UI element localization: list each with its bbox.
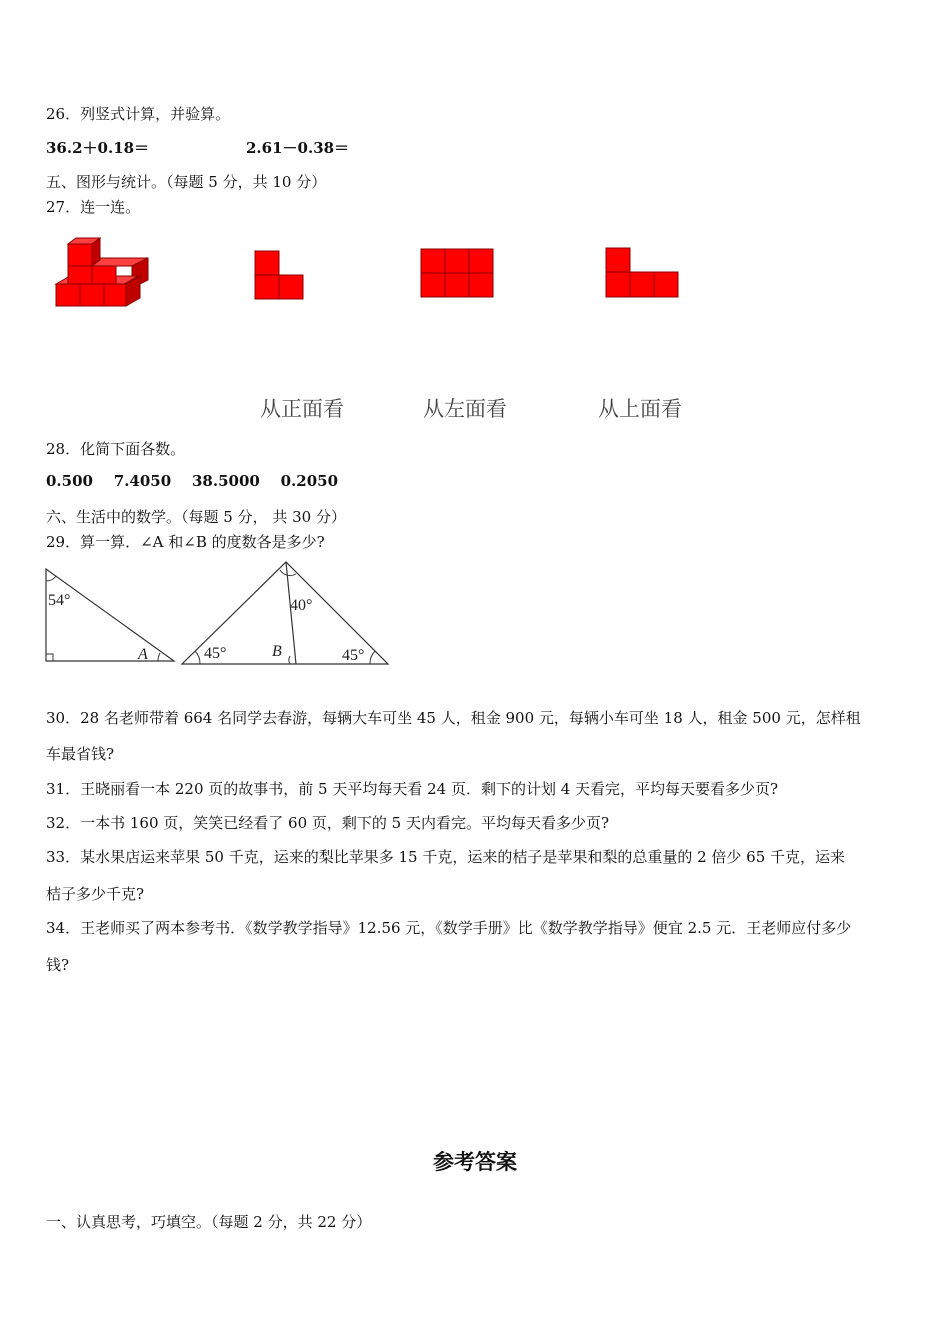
q33-line2: 桔子多少千克? (46, 885, 145, 903)
q27-label: 27．连一连。 (46, 198, 141, 216)
tri2-left-angle: 45° (204, 645, 227, 662)
q34-line1: 34．王老师买了两本参考书．《数学教学指导》12.56 元，《数学手册》比《数学教学指导》便宜 2.5 元．王老师应付多少 (46, 919, 852, 937)
cube-stack-3d (52, 236, 152, 310)
q28-label: 28．化简下面各数。 (46, 440, 186, 458)
number-1: 0.500 (46, 472, 93, 490)
tri2-right-angle: 45° (342, 647, 365, 664)
number-3: 38.5000 (191, 472, 260, 490)
q30-line2: 车最省钱? (46, 745, 115, 763)
q33-line1: 33．某水果店运来苹果 50 千克，运来的梨比苹果多 15 千克，运来的桔子是苹果和梨的总重量的 2 倍少 65 千克，运来 (46, 848, 846, 866)
caption-front-view: 从正面看 (260, 397, 344, 421)
number-2: 7.4050 (113, 472, 172, 490)
q28-numbers (46, 472, 354, 490)
number-4: 0.2050 (280, 472, 339, 490)
q26-label: 26．列竖式计算，并验算。 (46, 105, 231, 123)
q29-label: 29．算一算．∠A 和∠B 的度数各是多少? (46, 533, 325, 551)
tri2-angle-b: B (272, 643, 282, 660)
tri1-angle-a: A (138, 646, 148, 663)
q26-expr1: 36.2＋0.18＝ (46, 139, 150, 157)
answer-section1-heading: 一、认真思考，巧填空。（每题 2 分，共 22 分） (46, 1213, 372, 1231)
section6-heading: 六、生活中的数学。（每题 5 分， 共 30 分） (46, 508, 346, 526)
q34-line2: 钱? (46, 956, 70, 974)
caption-top-view: 从上面看 (598, 397, 682, 421)
tri2-top-angle: 40° (290, 597, 313, 614)
q31-text: 31．王晓丽看一本 220 页的故事书，前 5 天平均每天看 24 页．剩下的计划 4 天看完，平均每天要看多少页? (46, 780, 779, 798)
view-shape-grid (420, 248, 494, 298)
answer-title: 参考答案 (433, 1149, 517, 1174)
triangle-right (40, 563, 180, 667)
caption-left-view: 从左面看 (423, 397, 507, 421)
q30-line1: 30．28 名老师带着 664 名同学去春游，每辆大车可坐 45 人，租金 900 元，每辆小车可坐 18 人，租金 500 元，怎样租 (46, 709, 861, 727)
q26-expr2: 2.61－0.38＝ (246, 139, 350, 157)
view-shape-l (254, 250, 304, 300)
tri1-top-angle: 54° (48, 592, 71, 609)
section5-heading: 五、图形与统计。（每题 5 分，共 10 分） (46, 173, 327, 191)
view-shape-long-l (605, 247, 680, 299)
triangle-split (180, 558, 392, 670)
q32-text: 32．一本书 160 页，笑笑已经看了 60 页，剩下的 5 天内看完。平均每天看多少页? (46, 814, 610, 832)
